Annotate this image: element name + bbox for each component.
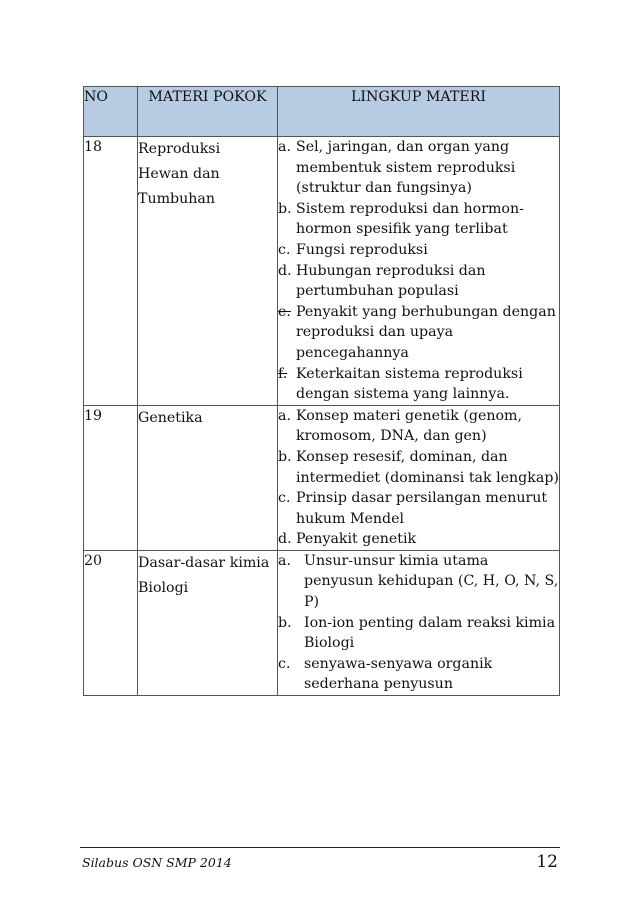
- list-item-text: Sistem reproduksi dan hormon-hormon spesifik yang terlibat: [296, 200, 524, 238]
- row-number: 20: [84, 550, 138, 695]
- list-marker: b.: [278, 614, 292, 631]
- list-item-text: Sel, jaringan, dan organ yang membentuk sistem reproduksi (struktur dan fungsinya): [296, 139, 516, 197]
- table-row: [84, 550, 560, 695]
- list-item-text: Konsep resesif, dominan, dan intermediet (dominansi tak lengkap): [296, 448, 559, 486]
- materi-line: Hewan dan: [138, 166, 220, 182]
- lingkup-materi-cell: [278, 405, 560, 550]
- list-marker: c.: [278, 490, 291, 507]
- list-item-text: Konsep materi genetik (genom, kromosom, DNA, dan gen): [296, 407, 523, 445]
- materi-line: Reproduksi: [138, 141, 221, 157]
- list-item: [278, 613, 559, 654]
- materi-pokok-cell: [138, 405, 278, 550]
- list-item-text: Keterkaitan sistema reproduksi dengan sistema yang lainnya.: [296, 365, 523, 403]
- list-item: [278, 240, 559, 261]
- materi-pokok-cell: [138, 137, 278, 406]
- list-marker: f.: [278, 365, 288, 382]
- page-number: 12: [536, 852, 558, 872]
- footer-title: Silabus OSN SMP 2014: [82, 855, 232, 870]
- header-no: NO: [84, 87, 138, 137]
- list-marker: b.: [278, 448, 292, 465]
- list-item: [278, 529, 559, 550]
- list-marker: b.: [278, 200, 292, 217]
- syllabus-table: [83, 86, 560, 696]
- lingkup-materi-cell: [278, 550, 560, 695]
- header-materi-pokok: MATERI POKOK: [138, 87, 278, 137]
- table-header-row: [84, 87, 560, 137]
- materi-pokok-cell: [138, 550, 278, 695]
- list-item-text: Penyakit genetik: [296, 531, 417, 548]
- list-item-text: Prinsip dasar persilangan menurut hukum Mendel: [296, 490, 548, 527]
- materi-line: Dasar-dasar kimia: [138, 554, 270, 571]
- materi-line: Tumbuhan: [138, 191, 216, 207]
- list-item: [278, 654, 559, 695]
- row-number: 19: [84, 405, 138, 550]
- list-item: [278, 302, 559, 364]
- list-marker: d.: [278, 531, 292, 548]
- list-item: [278, 488, 559, 529]
- list-marker: e.: [278, 303, 291, 320]
- list-marker: c.: [278, 655, 291, 672]
- list-item-text: Ion-ion penting dalam reaksi kimia Biologi: [304, 614, 556, 652]
- list-item-text: Penyakit yang berhubungan dengan reproduksi dan upaya pencegahannya: [296, 303, 556, 361]
- list-item-text: Unsur-unsur kimia utama penyusun kehidupan (C, H, O, N, S, P): [304, 552, 559, 611]
- list-item: [278, 406, 559, 447]
- footer-divider: [80, 847, 560, 848]
- list-marker: d.: [278, 262, 292, 279]
- row-number: 18: [84, 137, 138, 406]
- list-item: [278, 447, 559, 488]
- list-item-text: Hubungan reproduksi dan pertumbuhan populasi: [296, 262, 486, 300]
- header-lingkup-materi: LINGKUP MATERI: [278, 87, 560, 137]
- materi-line: Biologi: [138, 579, 189, 596]
- list-marker: a.: [278, 139, 291, 155]
- list-item: [278, 137, 559, 199]
- table-row: [84, 405, 560, 550]
- list-marker: c.: [278, 241, 291, 258]
- list-marker: a.: [278, 407, 291, 424]
- list-item: [278, 199, 559, 240]
- list-item: [278, 364, 559, 405]
- table-row: [84, 137, 560, 406]
- list-item: [278, 261, 559, 302]
- materi-line: Genetika: [138, 409, 203, 426]
- list-item-text: senyawa-senyawa organik sederhana penyusun: [304, 655, 493, 693]
- list-item: [278, 551, 559, 613]
- lingkup-materi-cell: [278, 137, 560, 406]
- list-item-text: Fungsi reproduksi: [296, 241, 428, 258]
- list-marker: a.: [278, 552, 291, 569]
